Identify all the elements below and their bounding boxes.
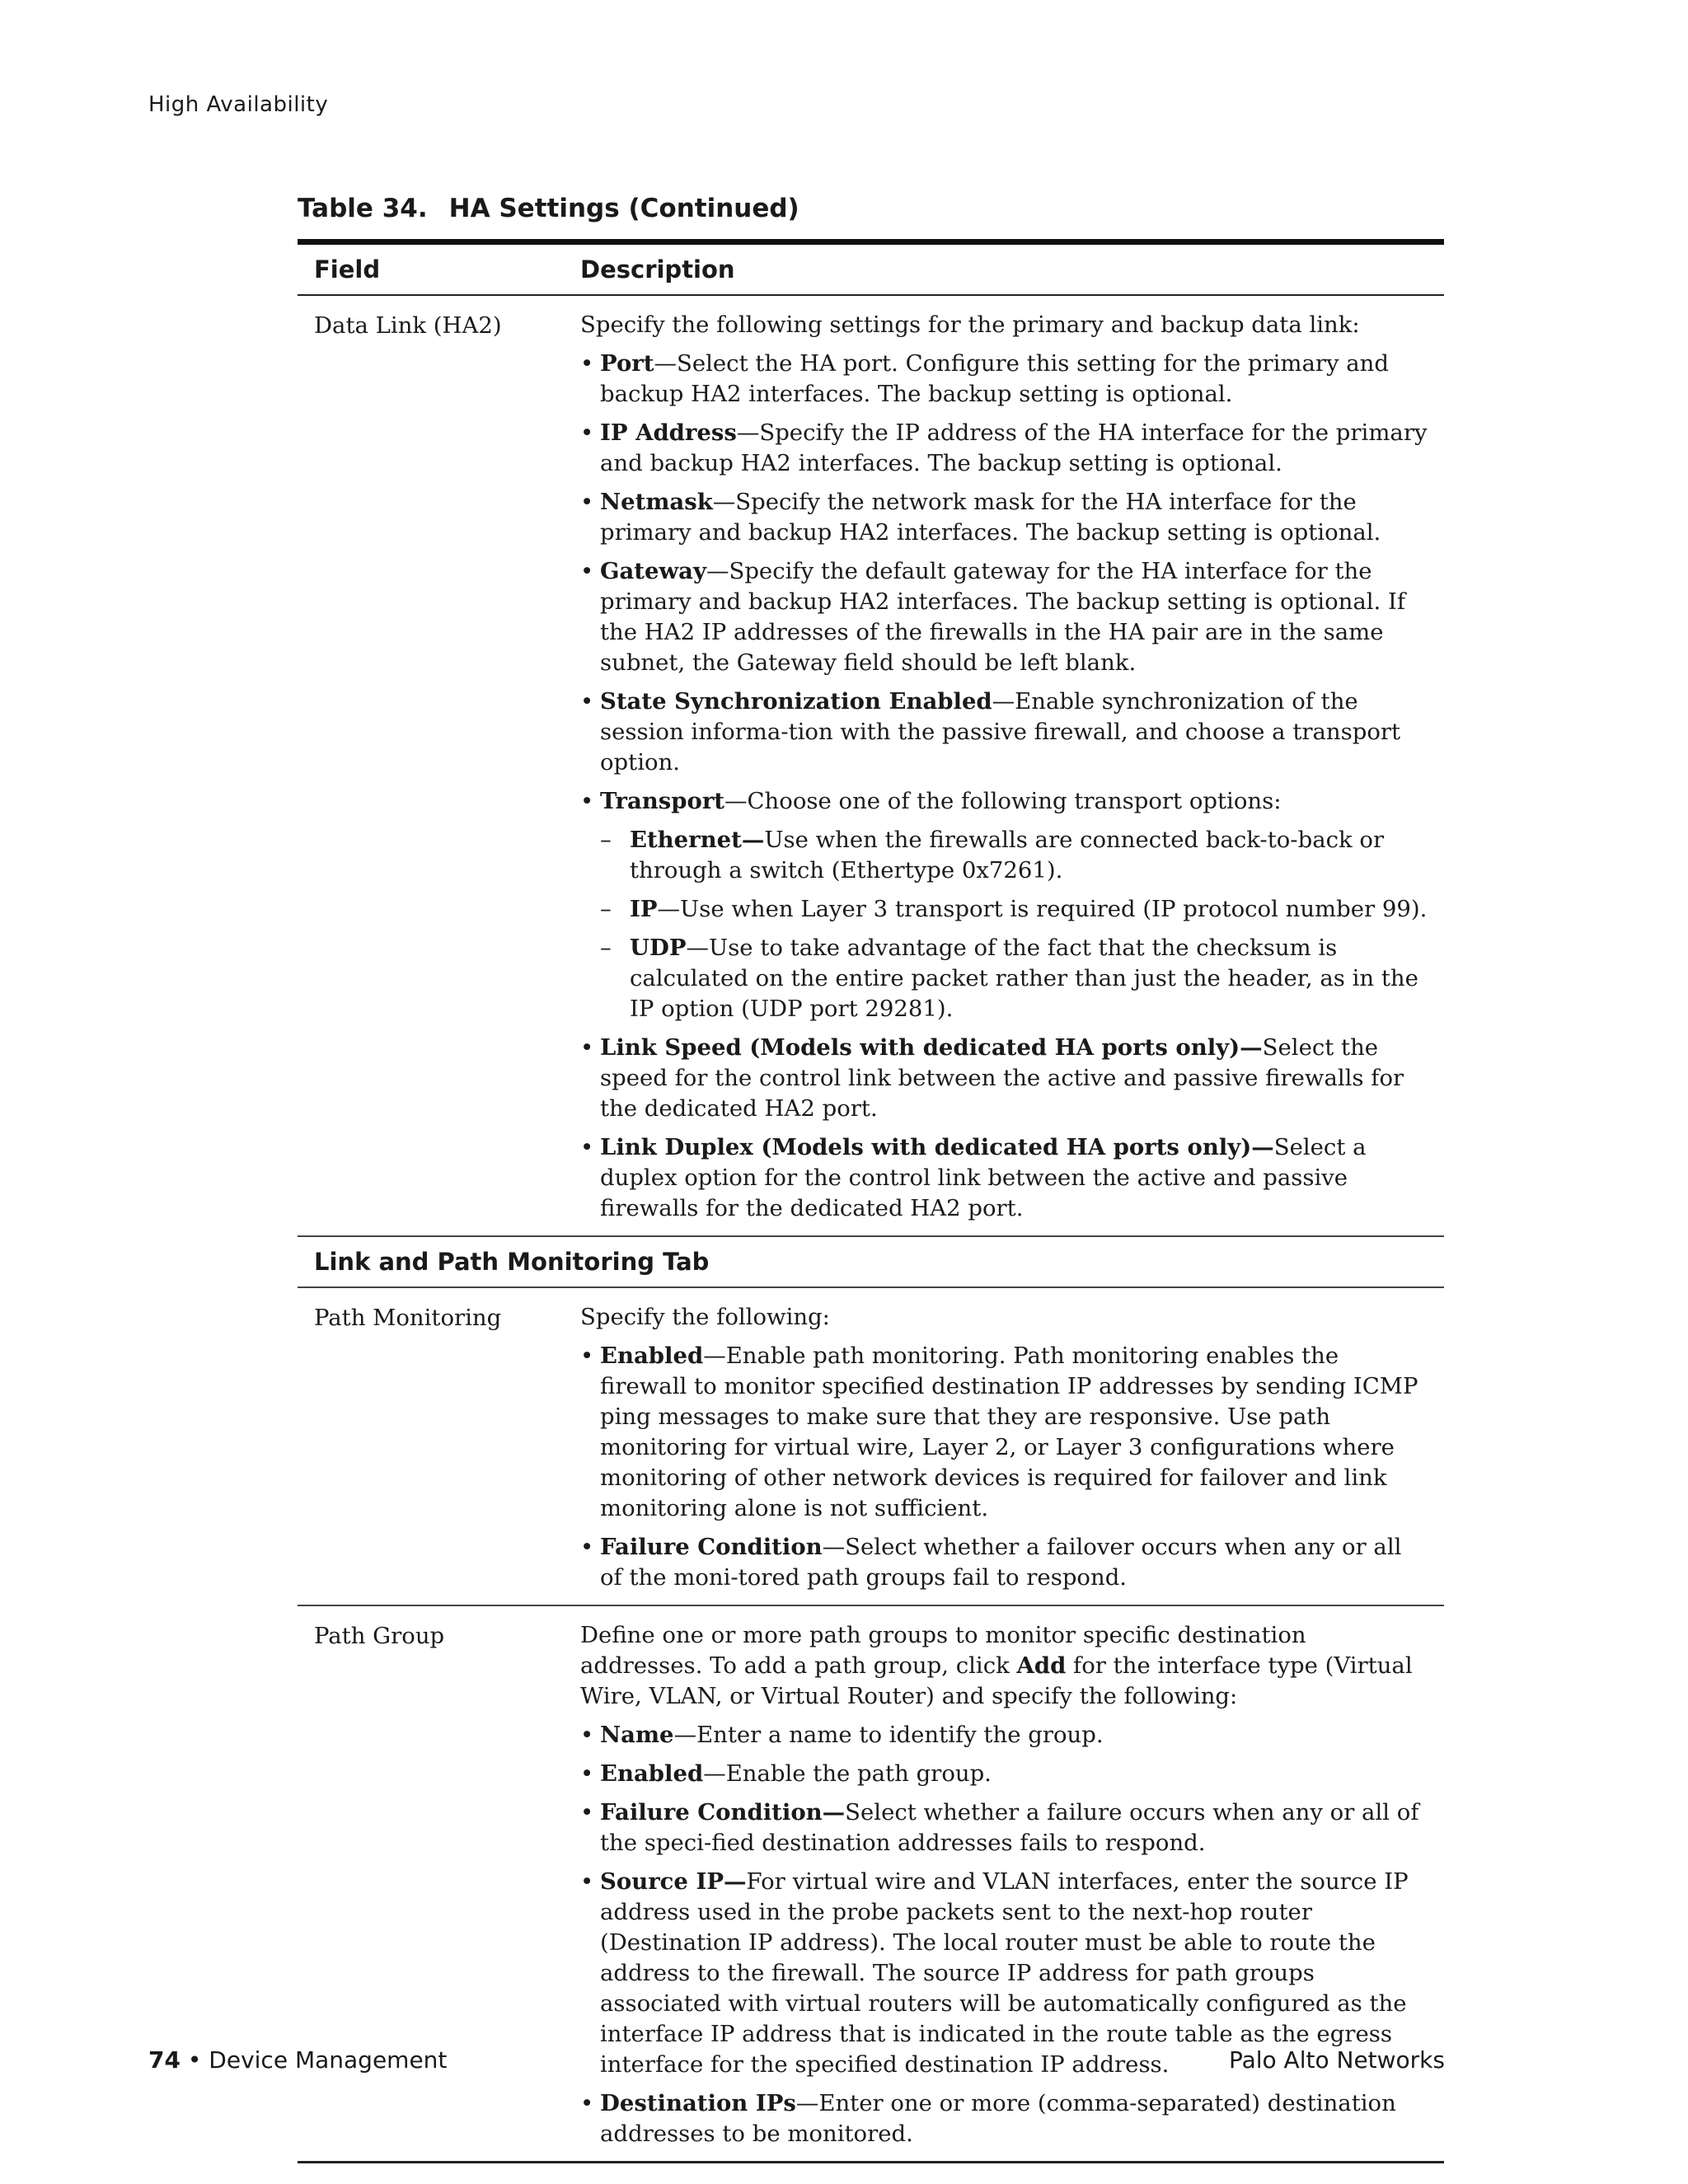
table-top-rule (298, 239, 1444, 245)
list-item: • Failure Condition—Select whether a failover occurs when any or all of the moni-tored path groups fail to respond. (580, 1534, 1402, 1591)
list-item: • Name—Enter a name to identify the group. (580, 1722, 1104, 1748)
table-title: HA Settings (Continued) (448, 194, 799, 223)
field-cell: Path Group (314, 1623, 445, 1649)
field-cell: Data Link (HA2) (314, 312, 502, 339)
list-item: • Destination IPs—Enter one or more (comma-separated) destination addresses to be monitored. (580, 2090, 1396, 2147)
list-item: • Port—Select the HA port. Configure this setting for the primary and backup HA2 interfaces. The backup setting is optional. (580, 350, 1389, 407)
footer-bullet: • (187, 2046, 202, 2074)
list-item: • Transport—Choose one of the following transport options: (580, 788, 1282, 814)
list-item: • Link Speed (Models with dedicated HA ports only)—Select the speed for the control link between the active and passive firewalls for the dedicated HA2 port. (580, 1034, 1404, 1122)
running-header: High Availability (148, 92, 329, 117)
list-item: • Link Duplex (Models with dedicated HA ports only)—Select a duplex option for the control link between the active and passive firewalls for the dedicated HA2 port. (580, 1134, 1367, 1221)
table-caption (298, 194, 799, 223)
description-cell (580, 306, 1429, 1224)
list-item: • Netmask—Specify the network mask for the HA interface for the primary and backup HA2 interfaces. The backup setting is optional. (580, 489, 1381, 546)
list-item: • State Synchronization Enabled—Enable synchronization of the session informa-tion with the passive firewall, and choose a transport option. (580, 688, 1401, 776)
table-header-row (298, 245, 1444, 296)
list-item: • Enabled—Enable path monitoring. Path monitoring enables the firewall to monitor specified destination IP addresses by sending ICMP ping messages to make sure that they are responsive. Use path monitoring for virtual wire, Layer 2, or Layer 3 configurations where monitoring of other network devices is required for failover and link monitoring alone is not sufficient. (580, 1343, 1418, 1521)
section-header-row: Link and Path Monitoring Tab (298, 1237, 1444, 1288)
list-item: • IP Address—Specify the IP address of the HA interface for the primary and backup HA2 interfaces. The backup setting is optional. (580, 419, 1428, 476)
table-row-path-group (298, 1606, 1444, 2163)
row-intro: Specify the following: (580, 1304, 830, 1330)
table-number: Table 34. (298, 194, 428, 223)
company-name: Palo Alto Networks (1228, 2046, 1445, 2074)
table-row-path-monitoring (298, 1288, 1444, 1606)
sub-list-item: – IP—Use when Layer 3 transport is required (IP protocol number 99). (600, 896, 1428, 922)
list-item: • Gateway—Specify the default gateway for the HA interface for the primary and backup HA2 interfaces. The backup setting is optional. If the HA2 IP addresses of the firewalls in the HA pair are in the same subnet, the Gateway field should be left blank. (580, 558, 1406, 676)
page-number: 74 (148, 2046, 181, 2074)
list-item: • Source IP—For virtual wire and VLAN interfaces, enter the source IP address used in the probe packets sent to the next-hop router (Destination IP address). The local router must be able to route the address to the firewall. The source IP address for path groups associated with virtual routers will be automatically configured as the interface IP address that is indicated in the route table as the egress interface for the specified destination IP address. (580, 1868, 1409, 2078)
row-intro: Specify the following settings for the primary and backup data link: (580, 312, 1360, 338)
page-footer-left (148, 2046, 447, 2074)
row-intro: Define one or more path groups to monitor specific destination addresses. To add a path group, click Add for the interface type (Virtual Wire, VLAN, or Virtual Router) and specify the following: (580, 1622, 1413, 1709)
field-cell: Path Monitoring (314, 1305, 502, 1331)
sub-list-item: – UDP—Use to take advantage of the fact that the checksum is calculated on the entire packet rather than just the header, as in the IP option (UDP port 29281). (600, 935, 1418, 1022)
description-cell (580, 1298, 1429, 1593)
sub-list-item: – Ethernet—Use when the firewalls are connected back-to-back or through a switch (Ethertype 0x7261). (600, 827, 1385, 883)
list-item: • Failure Condition—Select whether a failure occurs when any or all of the speci-fied destination addresses fails to respond. (580, 1799, 1419, 1856)
ha-settings-table (298, 239, 1444, 2163)
col-header-field: Field (314, 255, 381, 284)
table-row-data-link (298, 296, 1444, 1237)
col-header-description: Description (580, 255, 735, 284)
chapter-name: Device Management (209, 2046, 448, 2074)
list-item: • Enabled—Enable the path group. (580, 1760, 992, 1787)
